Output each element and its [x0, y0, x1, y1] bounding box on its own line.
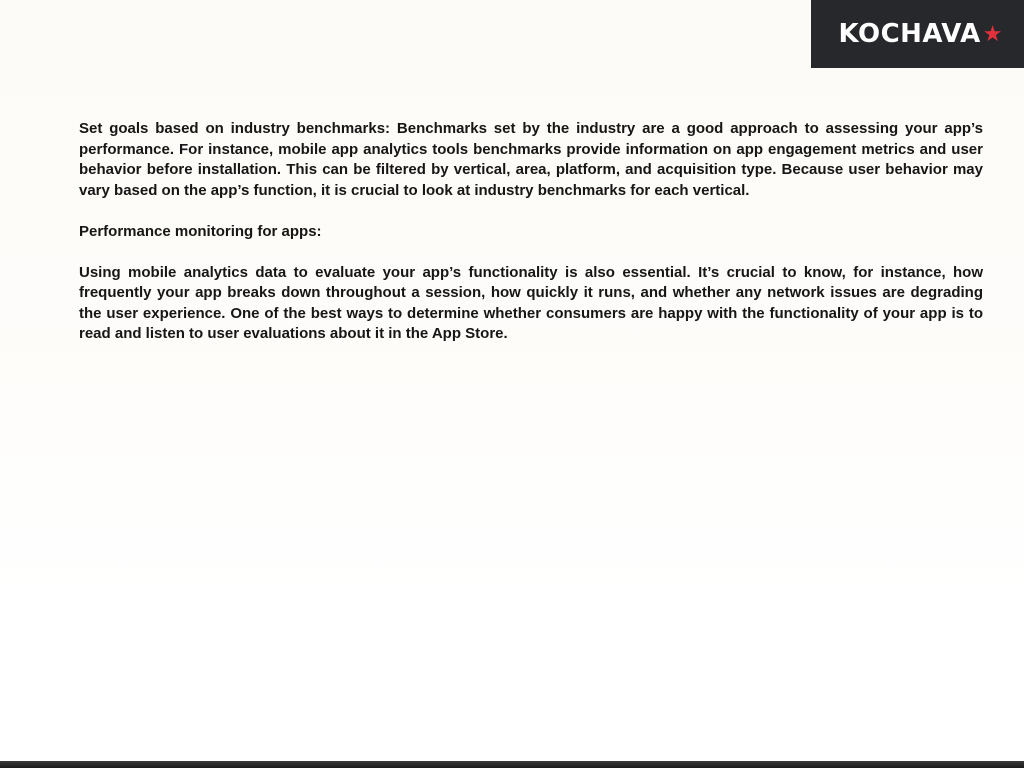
slide-content: [79, 119, 983, 365]
logo-wordmark: KOCHAVA: [838, 19, 981, 49]
bottom-divider: [0, 761, 1024, 768]
star-icon: ★: [982, 21, 1003, 46]
section-heading: Performance monitoring for apps:: [79, 222, 322, 240]
benchmarks-paragraph: Set goals based on industry benchmarks: Benchmarks set by the industry are a good approach to assessing your app’s performance. For instance, mobile app analytics tools benchmarks provide information on app engagement metrics and user behavior before installation. This can be filtered by vertical, area, platform, and acquisition type. Because user behavior may vary based on the app’s function, it is crucial to look at industry benchmarks for each vertical.: [79, 120, 983, 199]
performance-paragraph: Using mobile analytics data to evaluate your app’s functionality is also essential. It’s crucial to know, for instance, how frequently your app breaks down throughout a session, how quickly it runs, and whether any network issues are degrading the user experience. One of the best ways to determine whether consumers are happy with the functionality of your app is to read and listen to user evaluations about it in the App Store.: [79, 263, 983, 342]
kochava-logo: [811, 0, 1024, 68]
